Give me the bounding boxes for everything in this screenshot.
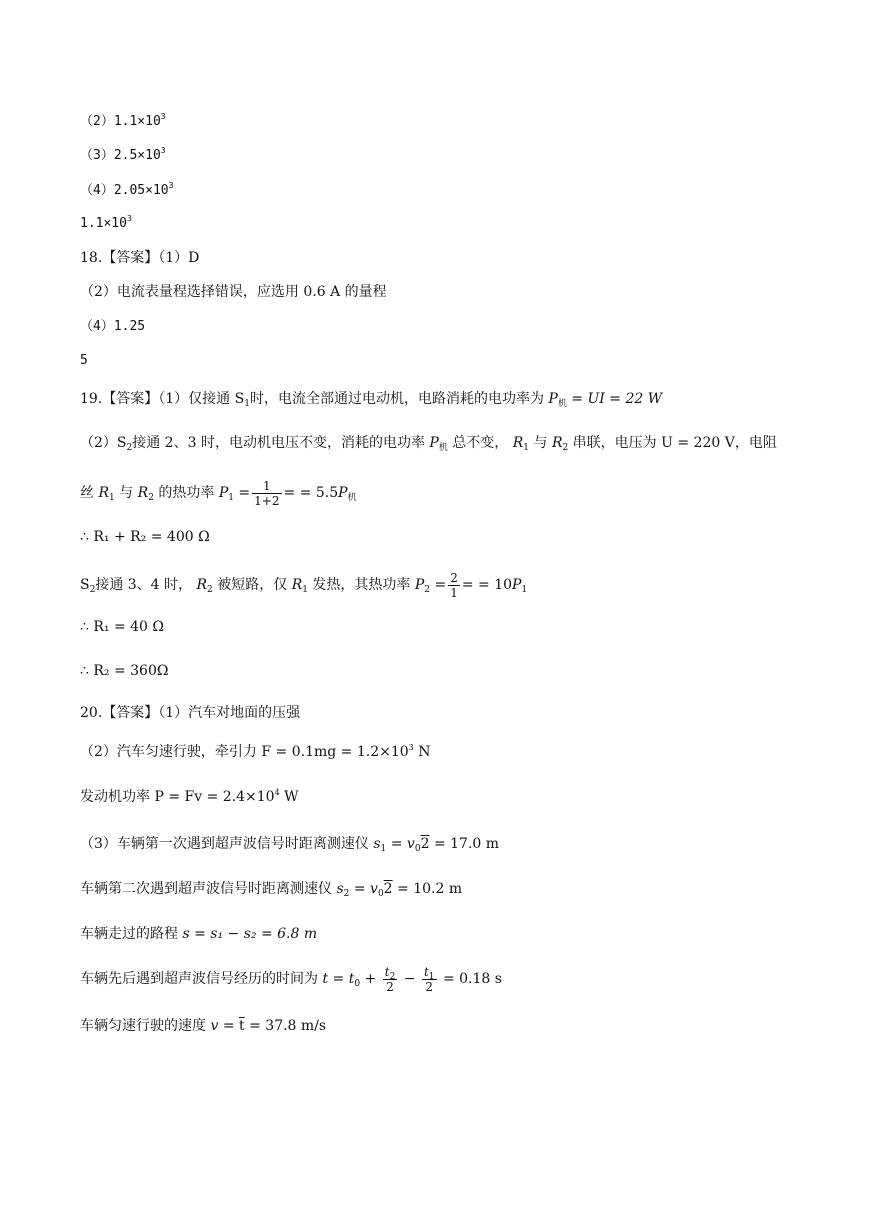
q19-line-2: $(2)S_2$接通 2、3 时，电动机电压不变，消耗的电功率 $P_机$ 总不变， $R_1$ 与 $R_2$ 串联，电压为 U = 220 V，电阻 [80,435,777,453]
q19-line-5: $S_2$接通 3、4 时， $R_2$ 被短路，仅 $R_1$ 发热，其热功率 $P_2$ = $\frac{2}{1}$ = = $10P_1$ [80,570,528,600]
q20-heading: 20.【答案】（1）汽车对地面的压强 [80,705,301,721]
q19-line-6: ∴ R₁ = 40 Ω [80,619,165,635]
q19-line-3: 丝 $R_1$ 与 $R_2$ 的热功率 $P_1$ = $\frac{1}{1+2}$ = = $5.5P_机$ [80,478,357,508]
q20-line-7: 车辆先后遇到超声波信号经历的时间为 $t = t_0$ + $\frac{t_2}{2}$ − $\frac{t_1}{2}$ = 0.18 s [80,964,502,994]
q20-line-3: 发动机功率 $P = Fv = 2.4\times 10^4$ W [80,788,299,805]
q19-line-1: 19.【答案】（1）仅接通 $S_1$时，电流全部通过电动机，电路消耗的电功率为 $P_机$ = UI = 22 W [80,391,663,409]
heat-power-fraction: $\frac{1}{1+2}$ [254,478,280,508]
q18-extra: 5 [80,353,88,368]
q20-line-2: （2）汽车匀速行驶，牵引力 $F = 0.1mg = 1.2\times 10^3$ N [80,743,431,760]
q17-answer-2: $(2)1.1\times 10^3$ [80,112,166,129]
q20-line-8: 车辆匀速行驶的速度 $v = \overline{t} = 37.8$ m/s [80,1018,327,1034]
q17-answer-4: $(4)2.05\times 10^3$ [80,181,174,198]
q17-answer-3: $(3)2.5\times 10^3$ [80,146,166,163]
q20-line-5: 车辆第二次遇到超声波信号时距离测速仪 $s_2 = v_02 = 10.2$ m [80,881,463,899]
heat-power-fraction-2: $\frac{2}{1}$ [450,570,458,600]
q17-extra: $1.1\times 10^3$ [80,214,132,231]
q19-line-7: ∴ R₂ = 360Ω [80,663,169,679]
q18-heading: 18.【答案】（1）D [80,250,200,266]
q18-answer-4: （4）1.25 [80,319,146,334]
q20-line-6: 车辆走过的路程 s = s₁ − s₂ = 6.8 m [80,926,318,942]
q18-answer-2: （2）电流表量程选择错误，应选用 0.6 A 的量程 [80,284,387,300]
q20-line-4: （3）车辆第一次遇到超声波信号时距离测速仪 $s_1 = v_02 = 17.0$ m [80,836,500,854]
q19-line-4: ∴ R₁ + R₂ = 400 Ω [80,529,210,545]
